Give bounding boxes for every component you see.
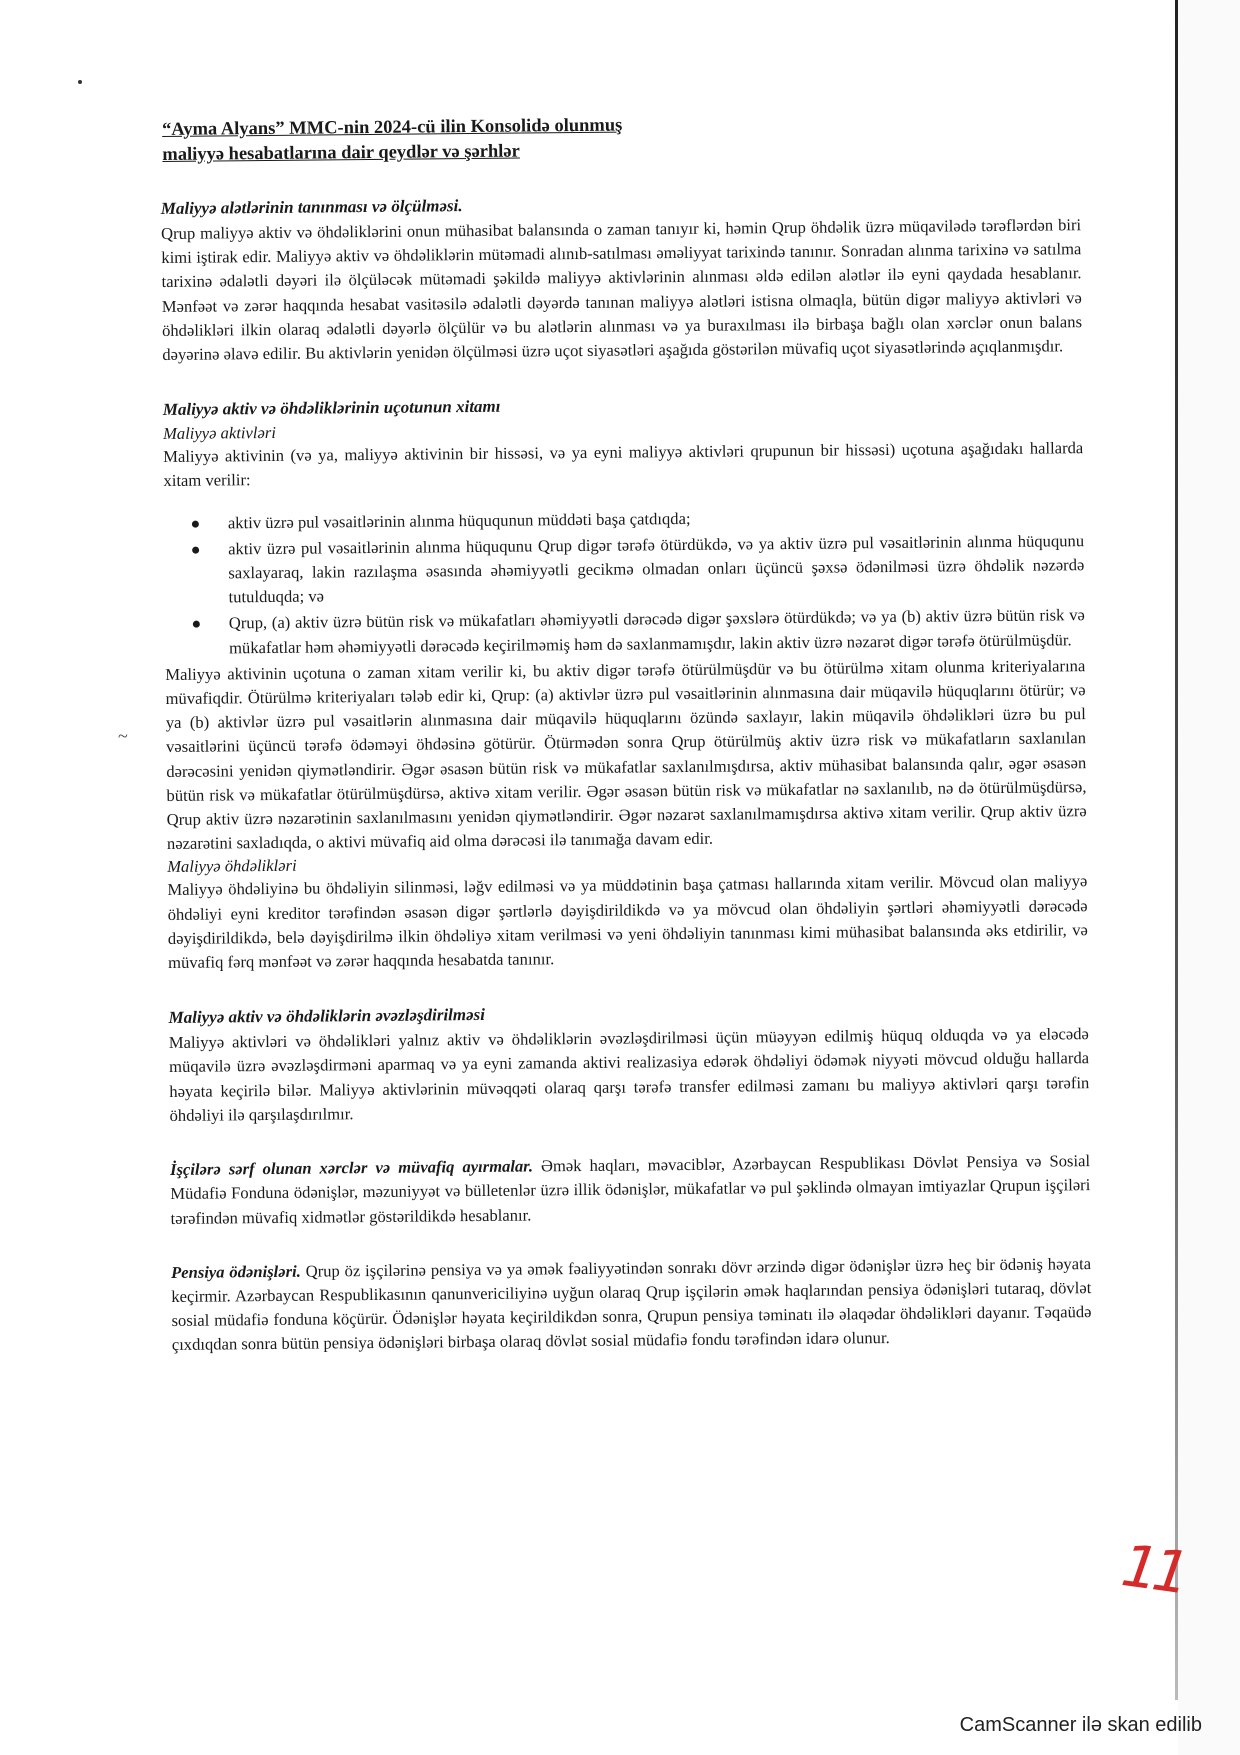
paragraph: Qrup maliyyə aktiv və öhdəliklərini onun mühasibat balansında o zaman tanıyır ki, həmin Qrup öhdəlik üzrə müqavilədə tərəflərdən biri kimi iştirak edir. Maliyyə aktiv və öhdəliklərin mütəmadi alınıb-satılması əməliyyat tarixində tanınır. Sonradan alınma tarixinə və satılma tarixinə ədalətli dəyəri ilə ölçüləcək mütəmadi şəkildə maliyyə aktivlərinin alınması əldə edilən alətlər ilə eyni qaydada hesablanır. Mənfəət və zərər haqqında hesabat vasitəsilə ədalətli dəyərdə tanınan maliyyə alətləri istisna olmaqla, bütün digər maliyyə aktivləri və öhdəlikləri ilkin olaraq ədalətli dəyərlə ölçülür və bu alətlərin alınması və ya buraxılması ilə birbaşa bağlı olan xərclər onun balans dəyərinə əlavə edilir. Bu aktivlərin yenidən ölçülməsi üzrə uçot siyasətləri aşağıda göstərilən müvafiq uçot siyasətlərində açıqlanmışdır. (161, 215, 1083, 365)
paragraph (171, 1252, 1092, 1358)
paragraph-text: Əmək haqları, məvaciblər, Azərbaycan Respublikası Dövlət Pensiya və Sosial Müdafiə Fonduna ödənişlər, məzuniyyət və bülletenlər üzrə illik ödənişlər, mükafatlar və pul şəklində olmayan imtiyazlar Qrupun işçiləri tərəfindən müvafiq xidmətlər göstərildikdə hesablanır. (170, 1151, 1091, 1228)
section-derecognition (163, 388, 1089, 975)
list-item-text: aktiv üzrə pul vəsaitlərinin alınma hüququnun müddəti başa çatdıqda; (227, 508, 691, 532)
list-item (165, 604, 1085, 661)
paragraph: Maliyyə aktivləri və öhdəlikləri yalnız aktiv və öhdəliklərin əvəzləşdirilməsi üçün müəyyən edilmiş hüquq olduqda və ya eləcədə müqavilə üzrə əvəzləşdirməni aparmaq və ya eyni zamanda aktivi realizasiya edərək öhdəliyi ödəmək niyyəti mövcud olduğu hallarda həyata keçirilə bilər. Maliyyə aktivlərinin müvəqqəti olaraq qarşı tərəfə transfer edilməsi zamanı bu maliyyə aktivləri qarşı tərəfin öhdəliyi ilə qarşılaşdırılmır. (168, 1024, 1090, 1125)
section-employee (170, 1149, 1091, 1230)
scan-mark: ~ (118, 726, 128, 746)
title-line-1: “Ayma Alyans” MMC-nin 2024-cü ilin Konsolidə olunmuş (162, 115, 623, 140)
section-heading: Pensiya ödənişləri. (170, 1261, 301, 1282)
paragraph: Maliyyə aktivinin (və ya, maliyyə aktivinin bir hissəsi, və ya eyni maliyyə aktivləri qrupunun bir hissəsi) uçotuna aşağıdakı hallarda xitam verilir: (163, 438, 1084, 491)
camscanner-watermark: CamScanner ilə skan edilib (959, 1714, 1202, 1736)
document-title (162, 109, 1080, 168)
page-edge-shadow (1175, 0, 1178, 1700)
subsection-heading: Maliyyə öhdəlikləri (167, 856, 297, 877)
section-pension (171, 1252, 1092, 1358)
paragraph: Maliyyə öhdəliyinə bu öhdəliyin silinməsi, ləğv edilməsi və ya müddətinin başa çatması hallarında xitam verilir. Mövcud olan maliyyə öhdəliyi eyni kreditor tərəfindən əsasən digər şərtlərlə dəyişdirildikdə və ya mövcud olan öhdəliyin şərtləri əhəmiyyətli dərəcədə dəyişdirildikdə, belə dəyişdirilmə ilkin öhdəliyə xitam verilməsi və yeni öhdəliyin tanınması kimi mühasibat balansında əks etdirilir, və müvafiq fərq mənfəət və zərər haqqında hesabatda tanınır. (167, 871, 1088, 973)
handwritten-page-number: 11 (1117, 1531, 1189, 1607)
scan-speck (78, 80, 82, 84)
bullet-icon (192, 520, 199, 527)
list-item-text: Qrup, (a) aktiv üzrə bütün risk və mükafatları əhəmiyyətli dərəcədə digər şəxslərə ötürdükdə; və ya (b) aktiv üzrə bütün risk və mükafatlar həm əhəmiyyətli dərəcədə keçirilməmiş həm də saxlanmamışdır, lakin aktiv üzrə nəzarət digər tərəfə ötürülmüşdür. (228, 605, 1085, 658)
paragraph (170, 1149, 1091, 1230)
title-line-2: maliyyə hesabatlarına dair qeydlər və şərhlər (162, 141, 520, 165)
bullet-icon (192, 546, 199, 553)
section-offsetting (169, 996, 1090, 1128)
bullet-icon (193, 621, 200, 628)
section-heading: Maliyyə alətlərinin tanınması və ölçülməsi. (160, 196, 463, 218)
scan-margin (1178, 0, 1240, 1755)
section-recognition (161, 187, 1083, 367)
subsection-heading: Maliyyə aktivləri (162, 423, 276, 444)
section-heading: Maliyyə aktiv və öhdəliklərinin uçotunun xitamı (162, 396, 501, 420)
list-item-text: aktiv üzrə pul vəsaitlərinin alınma hüququnu Qrup digər tərəfə ötürdükdə, və ya aktiv üzrə pul vəsaitlərinin alınma hüququnu saxlayaraq, lakin razılaşma əsasında əhəmiyyətli gecikmə olmadan onları üçüncü şəxsə ödənilməsi üzrə öhdəlik nəzərdə tutulduqda; və (228, 530, 1085, 607)
section-heading: Maliyyə aktiv və öhdəliklərin əvəzləşdirilməsi (168, 1005, 486, 1028)
paragraph-text: Qrup öz işçilərinə pensiya və ya əmək fəaliyyətindən sonrakı dövr ərzində digər ödənişlər üzrə heç bir ödəniş həyata keçirmir. Azərbaycan Respublikasının qanunvericiliyinə uyğun olaraq Qrup işçilərin əmək haqlarından pensiya ödənişləri tutaraq, dövlət sosial müdafiə fonduna köçürür. Ödənişlər həyata keçirildikdən sonra, Qrupun pensiya təminatı ilə əlaqədar öhdəlikləri dayanır. Təqaüdə çıxdıqdan sonra bütün pensiya ödənişləri birbaşa olaraq dövlət sosial müdafiə fondu tərəfindən idarə olunur. (171, 1253, 1092, 1355)
bullet-list (164, 503, 1085, 661)
list-item (164, 529, 1085, 610)
document-body (160, 109, 1092, 1357)
paragraph: Maliyyə aktivinin uçotuna o zaman xitam verilir ki, bu aktiv digər tərəfə ötürülmüşdür və bu ötürülmə xitam olunma kriteriyalarına müvafiqdir. Ötürülmə kriteriyaları tələb edir ki, Qrup: (a) aktivlər üzrə pul vəsaitlərinin alınmasına dair müqavilə hüquqlarını ötürür; və ya (b) aktivlər üzrə pul vəsaitlərin alınmasına dair müqavilə hüquqlarını özündə saxlayır, lakin müqavilə öhdəlikləri üzrə bu pul vəsaitlərini üçüncü tərəfə ödəməyi öhdəsinə götürür. Ötürmədən sonra Qrup ötürülmüş aktiv üzrə risk və mükafatların saxlanılan dərəcəsini yenidən qiymətləndirir. Əgər əsasən bütün risk və mükafatlar saxlanılmışdırsa, aktiv mühasibat balansında qalır, əgər əsasən bütün risk və mükafatlar ötürülmüşdürsə, aktivə xitam verilir. Əgər əsasən bütün risk və mükafatlar nə saxlanılıb, nə də ötürülmüşdürsə, Qrup aktiv üzrə nəzarətinin saxlanılmasını yenidən qiymətləndirir. Əgər nəzarət saxlanılmamışdırsa aktivə xitam verilir. Qrup aktiv üzrə nəzarətini saxladıqda, o aktivi müvafiq aid olma dərəcəsi ilə tanımağa davam edir. (165, 655, 1087, 854)
section-heading: İşçilərə sərf olunan xərclər və müvafiq ayırmalar. (170, 1156, 534, 1180)
